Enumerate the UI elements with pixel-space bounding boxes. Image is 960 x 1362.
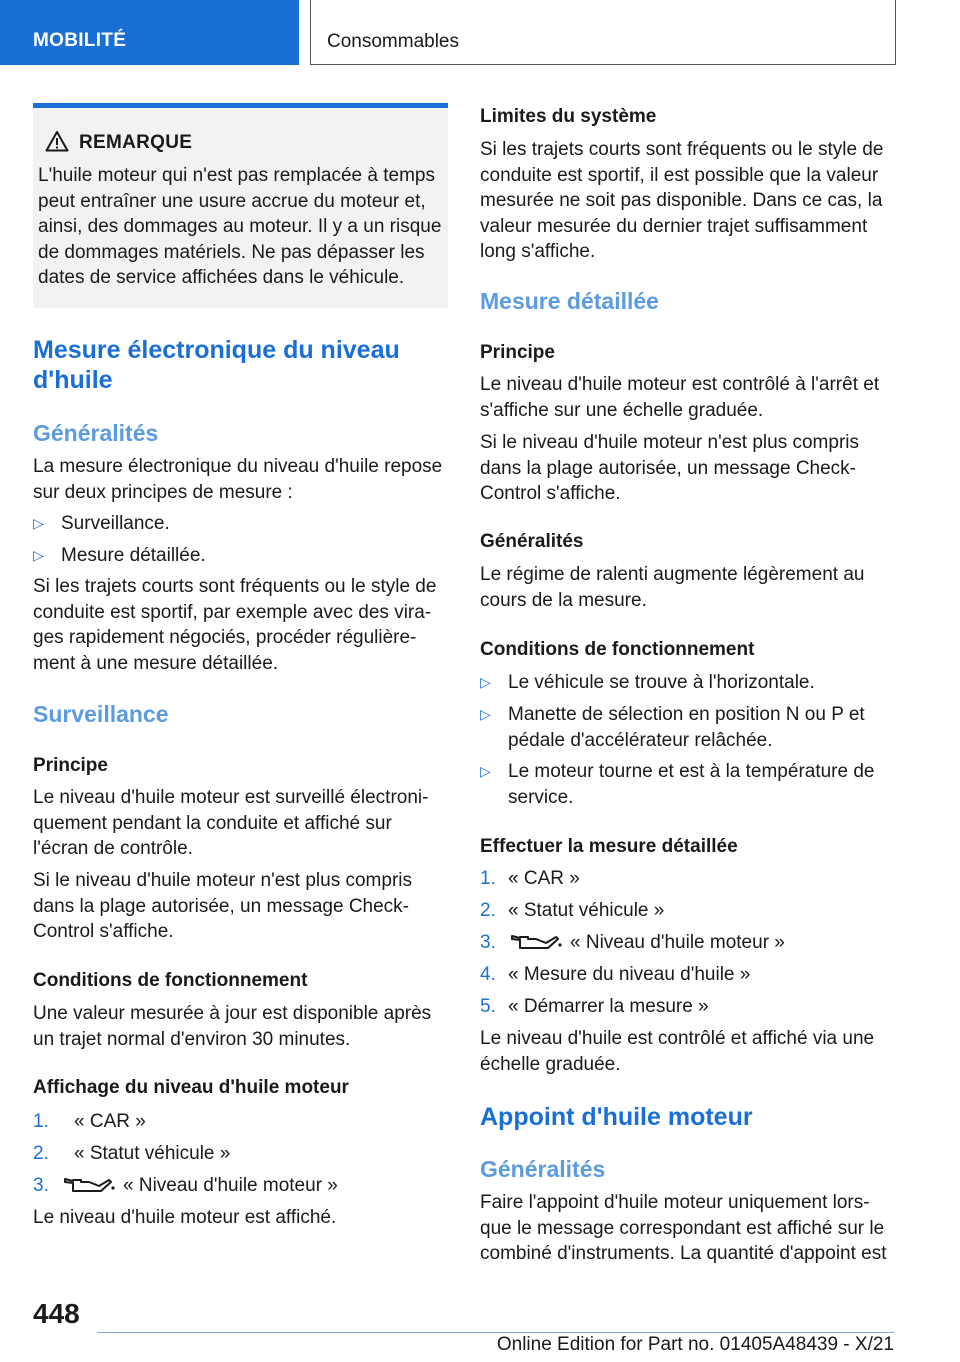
warning-icon <box>45 130 69 152</box>
heading-electronic-oil-level: Mesure électronique du niveau d'huile <box>33 336 400 394</box>
list-item: ▷ Le moteur tourne et est à la température de service. <box>480 761 875 808</box>
list-item: ▷ Le véhicule se trouve à l'horizontale. <box>480 670 896 696</box>
principe-text-2: Si le niveau d'huile moteur n'est plus compris dans la plage autorisée, un message Check- Control s'affiche. <box>480 432 859 504</box>
footer-divider <box>97 1332 894 1333</box>
list-item: 2. « Statut véhicule » <box>480 900 665 921</box>
list-item: ▷ Manette de sélection en position N ou P et pédale d'accélérateur relâchée. <box>480 704 865 751</box>
limites-text: Si les trajets courts sont fréquents ou le style de conduite est sportif, il est possible que la valeur mesurée ne soit pas disponible. Dans ce cas, la valeur mesurée du dernier trajet suffisamment long s'affiche. <box>480 139 884 262</box>
heading-mesure-detaillee: Mesure détaillée <box>480 288 659 314</box>
chapter-title: Consommables <box>327 31 459 52</box>
triangle-bullet-icon: ▷ <box>480 763 491 779</box>
triangle-bullet-icon: ▷ <box>33 547 44 563</box>
paragraph: Si les trajets courts sont fréquents ou le style de conduite est sportif, par exemple avec des vira- ges rapidement négociés, procéder régulière- ment à une mesure détaillée. <box>33 576 437 674</box>
list-item: 4. « Mesure du niveau d'huile » <box>480 964 751 985</box>
note-title: REMARQUE <box>79 132 193 153</box>
heading-generalites: Généralités <box>33 420 159 446</box>
section-title: MOBILITÉ <box>33 30 127 51</box>
result-text: Le niveau d'huile moteur est affiché. <box>33 1207 337 1228</box>
heading-conditions: Conditions de fonctionnement <box>33 970 308 991</box>
heading-effectuer: Effectuer la mesure détaillée <box>480 836 738 857</box>
note-body: L'huile moteur qui n'est pas remplacée à temps peut entraîner une usure accrue du moteur et, ainsi, des dommages au moteur. Il y a un risque de dommages matériels. Ne pas dépasser les dates de service affichées dans le véhicule. <box>38 165 442 288</box>
list-item: 2. « Statut véhicule » <box>33 1143 231 1164</box>
principe-text-2: Si le niveau d'huile moteur n'est plus compris dans la plage autorisée, un message Check- Control s'affiche. <box>33 870 412 942</box>
heading-appoint: Appoint d'huile moteur <box>480 1103 753 1131</box>
heading-generalites: Généralités <box>480 531 584 552</box>
list-item: 3. « Niveau d'huile moteur » <box>33 1175 338 1196</box>
list-item: 3. « Niveau d'huile moteur » <box>480 932 785 953</box>
list-item: ▷ Surveillance. <box>33 511 448 537</box>
generalites-text: La mesure électronique du niveau d'huile repose sur deux principes de mesure : <box>33 456 443 503</box>
triangle-bullet-icon: ▷ <box>480 674 491 690</box>
result-text: Le niveau d'huile est contrôlé et affiché via une échelle graduée. <box>480 1028 875 1075</box>
list-item: 1. « CAR » <box>480 868 580 889</box>
generalites-text: Le régime de ralenti augmente légèrement au cours de la mesure. <box>480 564 865 611</box>
conditions-text: Une valeur mesurée à jour est disponible après un trajet normal d'environ 30 minutes. <box>33 1003 432 1050</box>
heading-principe: Principe <box>33 755 108 776</box>
list-item: ▷ Mesure détaillée. <box>33 543 448 569</box>
heading-generalites: Généralités <box>480 1156 606 1182</box>
oil-can-icon <box>510 933 562 951</box>
triangle-bullet-icon: ▷ <box>33 515 44 531</box>
heading-surveillance: Surveillance <box>33 701 169 727</box>
principe-text: Le niveau d'huile moteur est contrôlé à l'arrêt et s'affiche sur une échelle graduée. <box>480 374 880 421</box>
page-number: 448 <box>33 1298 80 1329</box>
principe-text: Le niveau d'huile moteur est surveillé électroni- quement pendant la conduite et affiché sur l'écran de contrôle. <box>33 787 429 859</box>
appoint-text: Faire l'appoint d'huile moteur uniquement lors- que le message correspondant est affiché sur le combiné d'instruments. La quantité d'appoint est <box>480 1192 887 1264</box>
heading-principe: Principe <box>480 342 555 363</box>
section-tab <box>0 0 299 65</box>
heading-affichage: Affichage du niveau d'huile moteur <box>33 1077 349 1098</box>
list-item: 5. « Démarrer la mesure » <box>480 996 709 1017</box>
list-item: 1. « CAR » <box>33 1111 146 1132</box>
triangle-bullet-icon: ▷ <box>480 706 491 722</box>
oil-can-icon <box>63 1176 115 1194</box>
footer-edition: Online Edition for Part no. 01405A48439 - X/21 <box>496 1334 894 1355</box>
heading-limites: Limites du système <box>480 106 657 127</box>
chapter-tab <box>310 0 896 65</box>
heading-conditions: Conditions de fonctionnement <box>480 639 755 660</box>
